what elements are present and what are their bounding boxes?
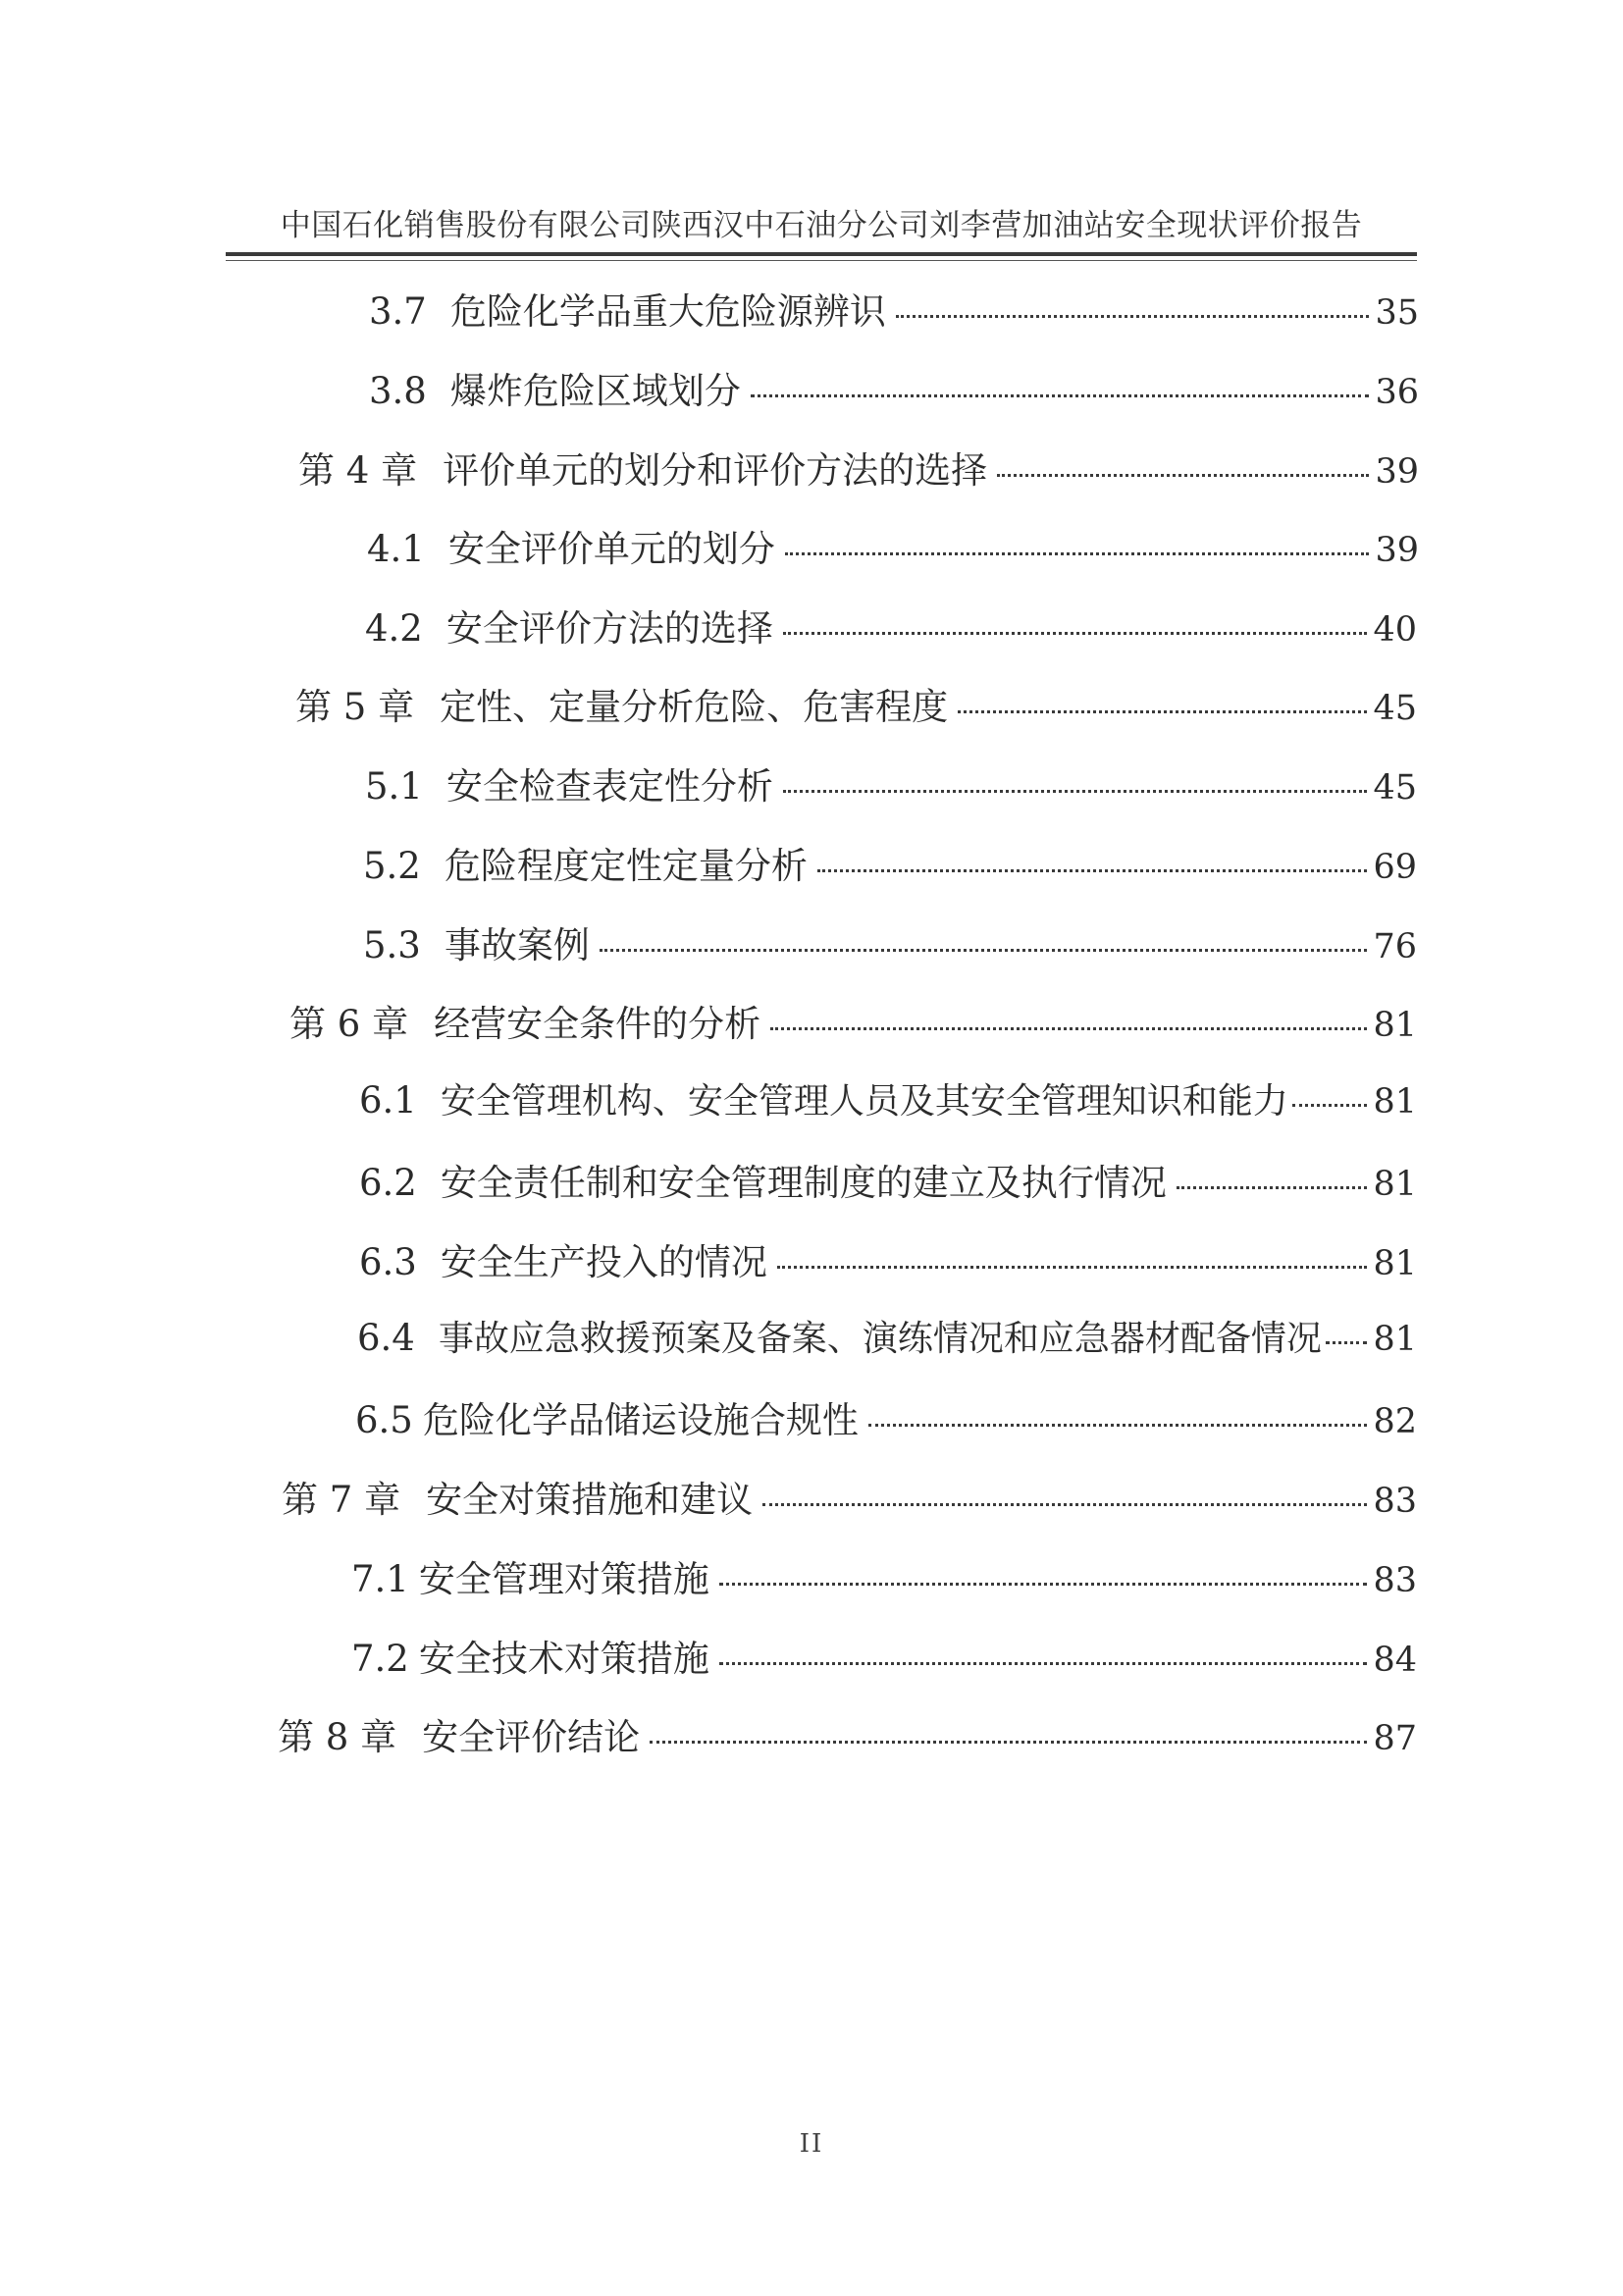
toc-entry-number: 第 8 章: [278, 1716, 397, 1758]
toc-entry-title: 危险化学品重大危险源辨识: [449, 290, 886, 333]
toc-entry-number: 3.7: [369, 290, 427, 333]
toc-entry-number: 7.2: [351, 1638, 409, 1680]
toc-entry-title: 安全管理机构、安全管理人员及其安全管理知识和能力: [440, 1081, 1288, 1122]
toc-entry-number: 5.3: [363, 924, 421, 966]
toc-entry-title: 危险化学品储运设施合规性: [422, 1399, 859, 1441]
toc-entry-title: 定性、定量分析危险、危害程度: [440, 686, 949, 728]
toc-entry-page: 81: [1373, 1165, 1417, 1204]
toc-entry-page: 39: [1375, 452, 1419, 492]
toc-dot-leader: [1326, 1341, 1368, 1344]
toc-entry-number: 6.3: [359, 1241, 417, 1283]
toc-dot-leader: [783, 790, 1368, 793]
toc-entry-number: 第 7 章: [282, 1479, 401, 1521]
toc-entry-title: 爆炸危险区域划分: [449, 370, 741, 412]
toc-entry-page: 45: [1373, 768, 1417, 808]
toc-entry-3-8[interactable]: [369, 361, 1419, 416]
toc-entry-chapter-6[interactable]: [289, 994, 1417, 1049]
toc-entry-5-3[interactable]: [363, 915, 1417, 970]
toc-entry-number: 4.1: [367, 528, 425, 570]
toc-entry-title: 安全评价方法的选择: [445, 607, 773, 650]
toc-entry-page: 83: [1373, 1561, 1417, 1600]
toc-entry-page: 81: [1373, 1082, 1417, 1122]
toc-entry-page: 40: [1373, 610, 1417, 650]
toc-dot-leader: [762, 1503, 1367, 1506]
toc-entry-number: 5.1: [365, 765, 423, 808]
toc-entry-page: 69: [1373, 848, 1417, 887]
toc-entry-title: 安全技术对策措施: [418, 1638, 709, 1680]
toc-entry-number: 第 4 章: [298, 449, 418, 492]
toc-entry-page: 81: [1373, 1320, 1417, 1359]
toc-entry-page: 82: [1373, 1402, 1417, 1441]
toc-dot-leader: [719, 1662, 1368, 1665]
toc-dot-leader: [770, 1027, 1367, 1030]
toc-dot-leader: [868, 1424, 1368, 1427]
toc-entry-page: 83: [1373, 1482, 1417, 1521]
toc-entry-title: 事故应急救援预案及备案、演练情况和应急器材配备情况: [438, 1319, 1322, 1359]
toc-entry-page: 84: [1373, 1641, 1417, 1680]
toc-entry-7-1[interactable]: [351, 1549, 1417, 1604]
toc-entry-title: 安全管理对策措施: [418, 1558, 709, 1600]
toc-entry-3-7[interactable]: [369, 282, 1419, 337]
toc-entry-5-2[interactable]: [363, 836, 1417, 891]
toc-entry-title: 事故案例: [444, 924, 590, 966]
toc-entry-number: 第 6 章: [289, 1003, 409, 1045]
toc-entry-title: 安全责任制和安全管理制度的建立及执行情况: [440, 1162, 1167, 1204]
toc-dot-leader: [600, 949, 1368, 952]
toc-entry-title: 评价单元的划分和评价方法的选择: [443, 449, 988, 492]
toc-entry-title: 经营安全条件的分析: [434, 1003, 761, 1045]
toc-entry-title: 安全生产投入的情况: [440, 1241, 767, 1283]
toc-dot-leader: [719, 1583, 1368, 1586]
toc-entry-number: 4.2: [365, 607, 423, 650]
toc-entry-page: 81: [1373, 1006, 1417, 1045]
toc-entry-6-4[interactable]: [357, 1311, 1417, 1366]
toc-entry-page: 76: [1373, 927, 1417, 966]
toc-entry-4-1[interactable]: [367, 519, 1419, 574]
toc-dot-leader: [751, 394, 1370, 397]
toc-entry-chapter-8[interactable]: [278, 1707, 1417, 1762]
toc-entry-6-3[interactable]: [359, 1232, 1417, 1287]
toc-entry-number: 7.1: [351, 1558, 409, 1600]
toc-entry-6-1[interactable]: [359, 1073, 1417, 1128]
toc-entry-chapter-4[interactable]: [298, 441, 1419, 496]
toc-dot-leader: [817, 869, 1368, 872]
toc-entry-number: 5.2: [363, 845, 421, 887]
toc-entry-page: 36: [1375, 373, 1419, 412]
page-number: II: [799, 2129, 824, 2159]
toc-dot-leader: [777, 1266, 1368, 1269]
toc-dot-leader: [1177, 1186, 1368, 1189]
toc-entry-number: 第 5 章: [295, 686, 415, 728]
toc-entry-page: 35: [1375, 293, 1419, 333]
toc-entry-page: 81: [1373, 1244, 1417, 1283]
toc-dot-leader: [1292, 1104, 1368, 1107]
toc-entry-page: 87: [1373, 1719, 1417, 1758]
toc-entry-title: 安全评价单元的划分: [447, 528, 775, 570]
toc-dot-leader: [896, 315, 1370, 318]
toc-dot-leader: [958, 710, 1367, 713]
toc-entry-page: 39: [1375, 531, 1419, 570]
running-header: 中国石化销售股份有限公司陕西汉中石油分公司刘李营加油站安全现状评价报告: [280, 208, 1363, 243]
toc-entry-chapter-5[interactable]: [295, 677, 1417, 732]
toc-entry-title: 危险程度定性定量分析: [444, 845, 808, 887]
toc-entry-title: 安全检查表定性分析: [445, 765, 773, 808]
toc-entry-4-2[interactable]: [365, 599, 1417, 653]
toc-entry-number: 3.8: [369, 370, 427, 412]
toc-entry-title: 安全评价结论: [422, 1716, 641, 1758]
toc-dot-leader: [785, 552, 1370, 555]
toc-entry-number: 6.2: [359, 1162, 417, 1204]
toc-entry-title: 安全对策措施和建议: [426, 1479, 754, 1521]
toc-dot-leader: [783, 632, 1368, 635]
toc-dot-leader: [997, 474, 1369, 477]
toc-entry-5-1[interactable]: [365, 757, 1417, 811]
toc-entry-6-5[interactable]: [355, 1390, 1417, 1445]
toc-entry-6-2[interactable]: [359, 1153, 1417, 1208]
toc-entry-number: 6.1: [359, 1079, 417, 1122]
toc-dot-leader: [650, 1741, 1367, 1744]
toc-entry-page: 45: [1373, 689, 1417, 728]
toc-entry-chapter-7[interactable]: [282, 1470, 1417, 1525]
toc-entry-number: 6.5: [355, 1399, 413, 1441]
toc-entry-7-2[interactable]: [351, 1629, 1417, 1684]
toc-entry-number: 6.4: [357, 1317, 415, 1359]
